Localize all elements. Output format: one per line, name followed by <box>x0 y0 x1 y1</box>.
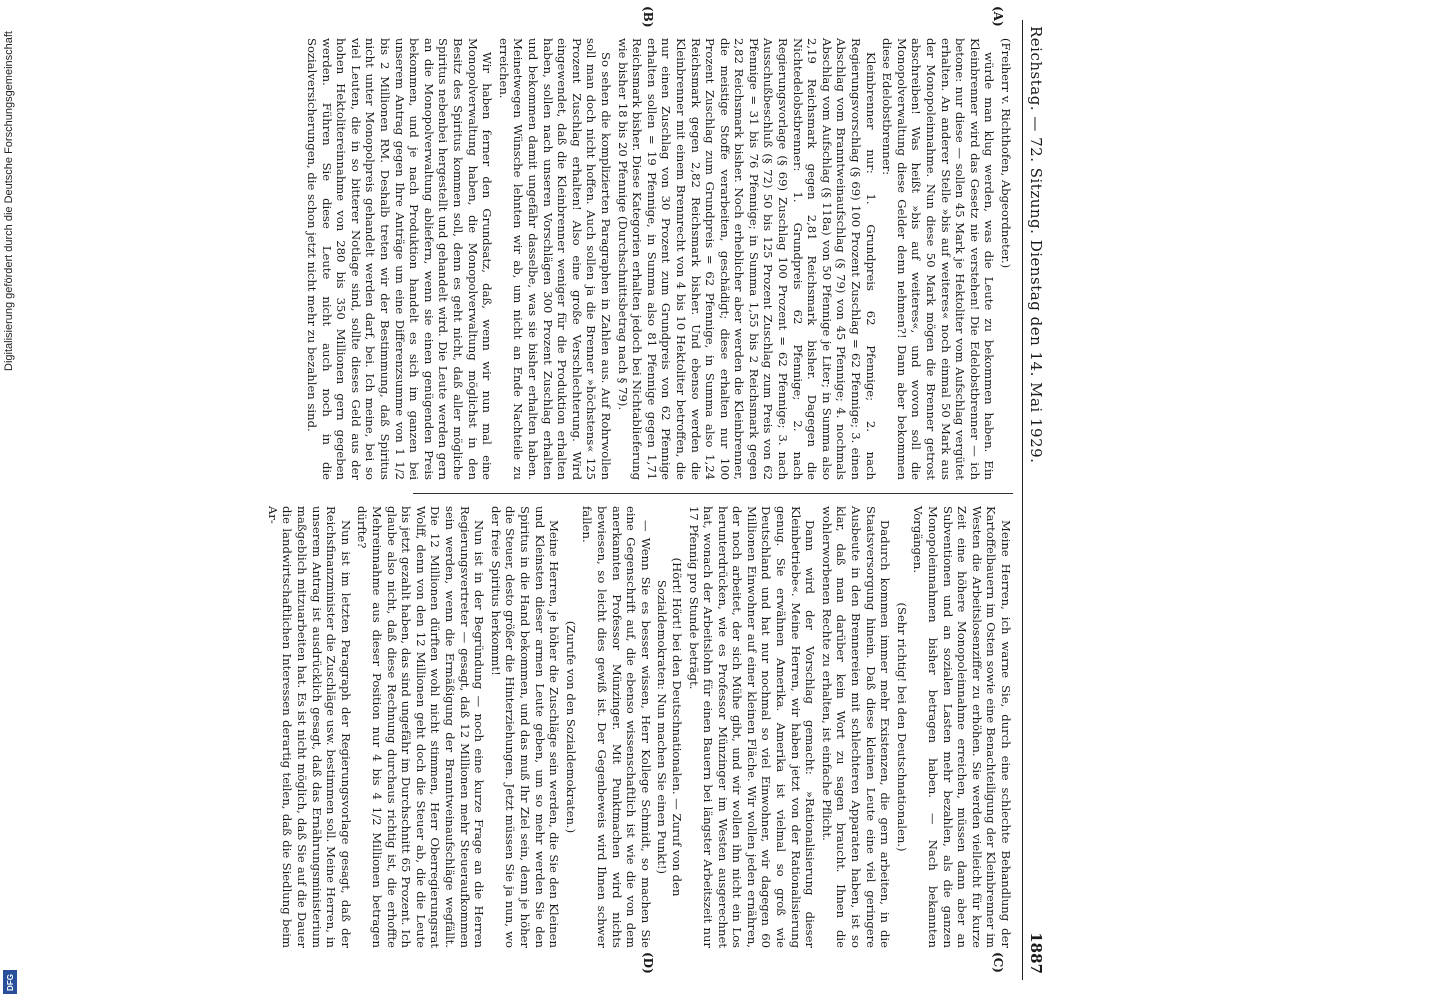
paragraph: — Wenn Sie es besser wissen, Herr Kollege Schmidt, so machen Sie eine Gegenschrift auf, die ebenso wissenschaftlich ist wie die von dem anerkannten Professor Münzinger. Mit Punktmachen wird nichts bewiesen, so leicht dies gewiß ist. Der Gegenbeweis wird Ihnen schwer fallen. <box>580 506 653 948</box>
right-column <box>265 506 1013 948</box>
paragraph: Meine Herren, ich warne Sie, durch eine schlechte Behandlung der Kartoffelbauern im Osten sowie eine Benachteiligung der Kleinbrenner im Westen die Arbeitslosenziffer zu erhöhen. Sie werden vielleicht für kurze Zeit eine höhere Monopoleinnahme erreichen, müssen dann aber an Subventionen und an sozialen Lasten mehr bezahlen, als die ganzen Monopoleinnahmen bisher betragen haben. — Nach bekannten Vorgängen. <box>911 506 1013 948</box>
page-header <box>1022 20 1047 980</box>
paragraph: So sehen die komplizierten Paragraphen in Zahlen aus. Auf Rohrwollen soll man doch nicht hoffen. Auch sollen ja die Brenner »höchstens« 125 Prozent Zuschlag erhalten! Also eine große Verschlechterung. Wird eingewendet, daß die Kleinbrenner weniger für die Produktion erhalten haben, sollen nach unseren Vorschlägen 300 Prozent Zuschlag erhalten und bekommen damit ungefähr dasselbe, was sie bisher erhalten haben. Meinetwegen Wünsche lehnten wir ab, um nicht an Ende Nachteile zu erreichen. <box>496 38 613 480</box>
paragraph: Kleinbrenner nur: 1. Grundpreis 62 Pfennige; 2. nach Regierungsvorschlag (§ 69) 100 Prozent Zuschlag = 62 Pfennige; 3. einen Abschlag vom Branntweinaufschlag (§ 79) von 45 Pfennige; 4. nochmals Abschlag vom Aufschlag (§ 118a) von 50 Pfennige je Liter; in Summa also 2,19 Reichsmark gegen 2,81 Reichsmark bisher. Dagegen die Nichtedelobstbrenner: 1. Grundpreis 62 Pfennige; 2. nach Regierungsvorlage (§ 69) Zuschlag 100 Prozent = 62 Pfennige; 3. nach Ausschußbeschluß (§ 72) 50 bis 125 Prozent Zuschlag zum Preis von 62 Pfennige = 31 bis 76 Pfennige; in Summa 1,55 bis 2 Reichsmark gegen 2,82 Reichsmark bisher. Noch erheblicher aber werden die Kleinbrenner, die meistige Stoffe verarbeiten, geschädigt; diese erhalten nur 100 Prozent Zuschlag zum Grundpreis = 62 Pfennige, in Summa also 1,24 Reichsmark gegen 2,82 Reichsmark bisher. Und ebenso werden die Kleinbrenner mit einem Brennrecht von 4 bis 10 Hektoliter betroffen, die nur einen Zuschlag von 30 Prozent zum Grundpreis von 62 Pfennige erhalten sollen = 19 Pfennige, in Summa also 81 Pfennige gegen 1,71 Reichsmark bisher. Diese Kategorien erhalten jedoch bei Nichtablieferung wie bisher 18 bis 20 Pfennige (Durchschnittsbetrag nach § 79). <box>615 38 878 480</box>
paragraph: Nun ist in der Begründung — noch eine kurze Frage an die Herren Regierungsvertreter — gesagt, daß 12 Millionen mehr Steueraufkommen sein werden, wenn die Ermäßigung der Branntweinaufschläge wegfällt. Die 12 Millionen dürften wohl nicht stimmen, Herr Oberregierungsrat Wolff, denn von den 12 Millionen geht doch die Steuer ab, die die Leute bis jetzt gezahlt haben, das sind ungefähr im Durchschnitt 65 Prozent. Ich glaube also nicht, daß diese Rechnung durchaus richtig ist, die erhoffte Mehreinnahme aus dieser Position nur 4 bis 4 1/2 Millionen betragen dürfte? <box>355 506 487 948</box>
logo-text: DFG <box>5 973 15 991</box>
header-title: Reichstag. — 72. Sitzung. Dienstag den 14. Mai 1929. <box>1027 26 1045 464</box>
paragraph: Dann wird der Vorschlag gemacht: »Rationalisierung dieser Kleinbetriebe«. Meine Herren, wir haben jetzt von der Rationalisierung genug. Sie erwähnen Amerika. Amerika ist vielmal so groß wie Deutschland und hat nur nochmal so viel Einwohner, wir dagegen 60 Millionen Einwohner auf einer kleinen Fläche. Wir wollen jeden ernähren, der noch arbeitet, der sich Mühe gibt, und wir wollen ihn nicht ein Los herunterdrücken, wie es Professor Münzinger im Westen ausgerechnet hat, wonach der Arbeitslohn für einen Bauern bei längster Arbeitszeit nur 17 Pfennig pro Stunde beträgt. <box>686 506 818 948</box>
margin-marker-d: (D) <box>641 952 655 974</box>
margin-marker-c: (C) <box>991 952 1005 973</box>
speaker-line: (Freiherr v. Richthofen, Abgeordneter.) <box>999 38 1013 269</box>
paragraph: Meine Herren, je höher die Zuschläge sein werden, die Sie den Kleinen und Kleinsten dieser armen Leute geben, um so mehr werden Sie den Spiritus in die Hand bekommen, und das muß Ihr Ziel sein, denn je höher die Steuer, desto größer die Hinterziehungen. Jetzt müssen Sie ja nun, wo der freie Spiritus herkommt! <box>488 506 562 948</box>
dfg-logo-icon <box>3 970 17 994</box>
paragraph: Dadurch kommen immer mehr Existenzen, die gern arbeiten, in die Staatsversorgung hinein. Daß diese kleinen Leute eine viel geringere Ausbeute in den Brennereien mit schlechteren Apparaten haben, ist so klar, daß man darüber kein Wort zu sagen braucht. Ihnen die wohlerworbenen Rechte zu erhalten, ist einfache Pflicht. <box>819 506 893 948</box>
funding-note: Digitalisierung gefördert durch die Deutsche Forschungsgemeinschaft <box>3 31 15 371</box>
rotated-page <box>265 6 1047 980</box>
interjection: (Zurufe von den Sozialdemokraten.) <box>563 620 578 834</box>
left-column <box>305 38 1013 480</box>
interjection: (Hört! Hört! bei den Deutschnationalen. — Zuruf von den Sozialdemokraten: Nun machen Sie einen Punkt!) <box>655 557 684 897</box>
interjection: (Sehr richtig! bei den Deutschnationalen.) <box>894 602 909 852</box>
funding-sidebar <box>4 30 18 978</box>
paragraph: Wir haben ferner den Grundsatz, daß, wenn wir nun mal eine Monopolverwaltung haben, die Monopolverwaltung möglichst in den Besitz des Spiritus kommen soll, denn es geht nicht, daß aller mögliche Spiritus nebenbei hergestellt und gehandelt wird. Die Leute werden gern an die Monopolverwaltung abliefern, wenn sie einen genügenden Preis bekommen, und je nach Produktion handelt es sich im ganzen bei unserem Antrag gegen Ihre Anträge um eine Differenzsumme von 1 1/2 bis 2 Millionen RM. Deshalb treten wir der Bestimmung, daß Spiritus nicht unter Monopolpreis gehandelt werden darf, bei. Ich meine, bei so viel Leuten, die in so bitterer Notlage sind, sollte dieses Geld aus der hohen Hektolitereinnahme von 280 bis 350 Millionen gern gegeben werden. Führen Sie diese Leute nicht auch noch in die Sozialversicherungen, die schon jetzt nicht mehr zu bezahlen sind. <box>305 38 495 480</box>
margin-marker-b: (B) <box>641 6 655 28</box>
page-number: 1887 <box>1027 932 1045 974</box>
column-divider <box>413 493 1013 494</box>
margin-marker-a: (A) <box>991 6 1005 27</box>
paragraph: würde man klug werden, was die Leute zu bekommen haben. Ein Kleinbrenner wird das Gesetz nie verstehen! Die Edelobstbrenner — ich betone: nur diese — sollen 45 Mark je Hektoliter vom Aufschlag vergütet erhalten. An anderer Stelle »bis auf weiteres« noch einmal 50 Mark aus der Monopoleinnahme. Nun diese 50 Mark mögen die Brenner getrost abschreiben! Was heißt »bis auf weiteres«, und wovon soll die Monopolverwaltung diese Gelder denn nehmen?! Dann aber bekommen diese Edelobstbrenner: <box>880 38 997 480</box>
paragraph: Nun ist im letzten Paragraph der Regierungsvorlage gesagt, daß der Reichsfinanzminister die Zuschläge usw. bestimmen soll. Meine Herren, in unserem Antrag ist ausdrücklich gesagt, daß das Ernährungsministerium maßgeblich mitzuarbeiten hat. Es ist nicht möglich, daß Sie auf die Dauer die landwirtschaftlichen Interessen derartig teilen, daß die Siedlung beim Ar- <box>265 506 353 948</box>
